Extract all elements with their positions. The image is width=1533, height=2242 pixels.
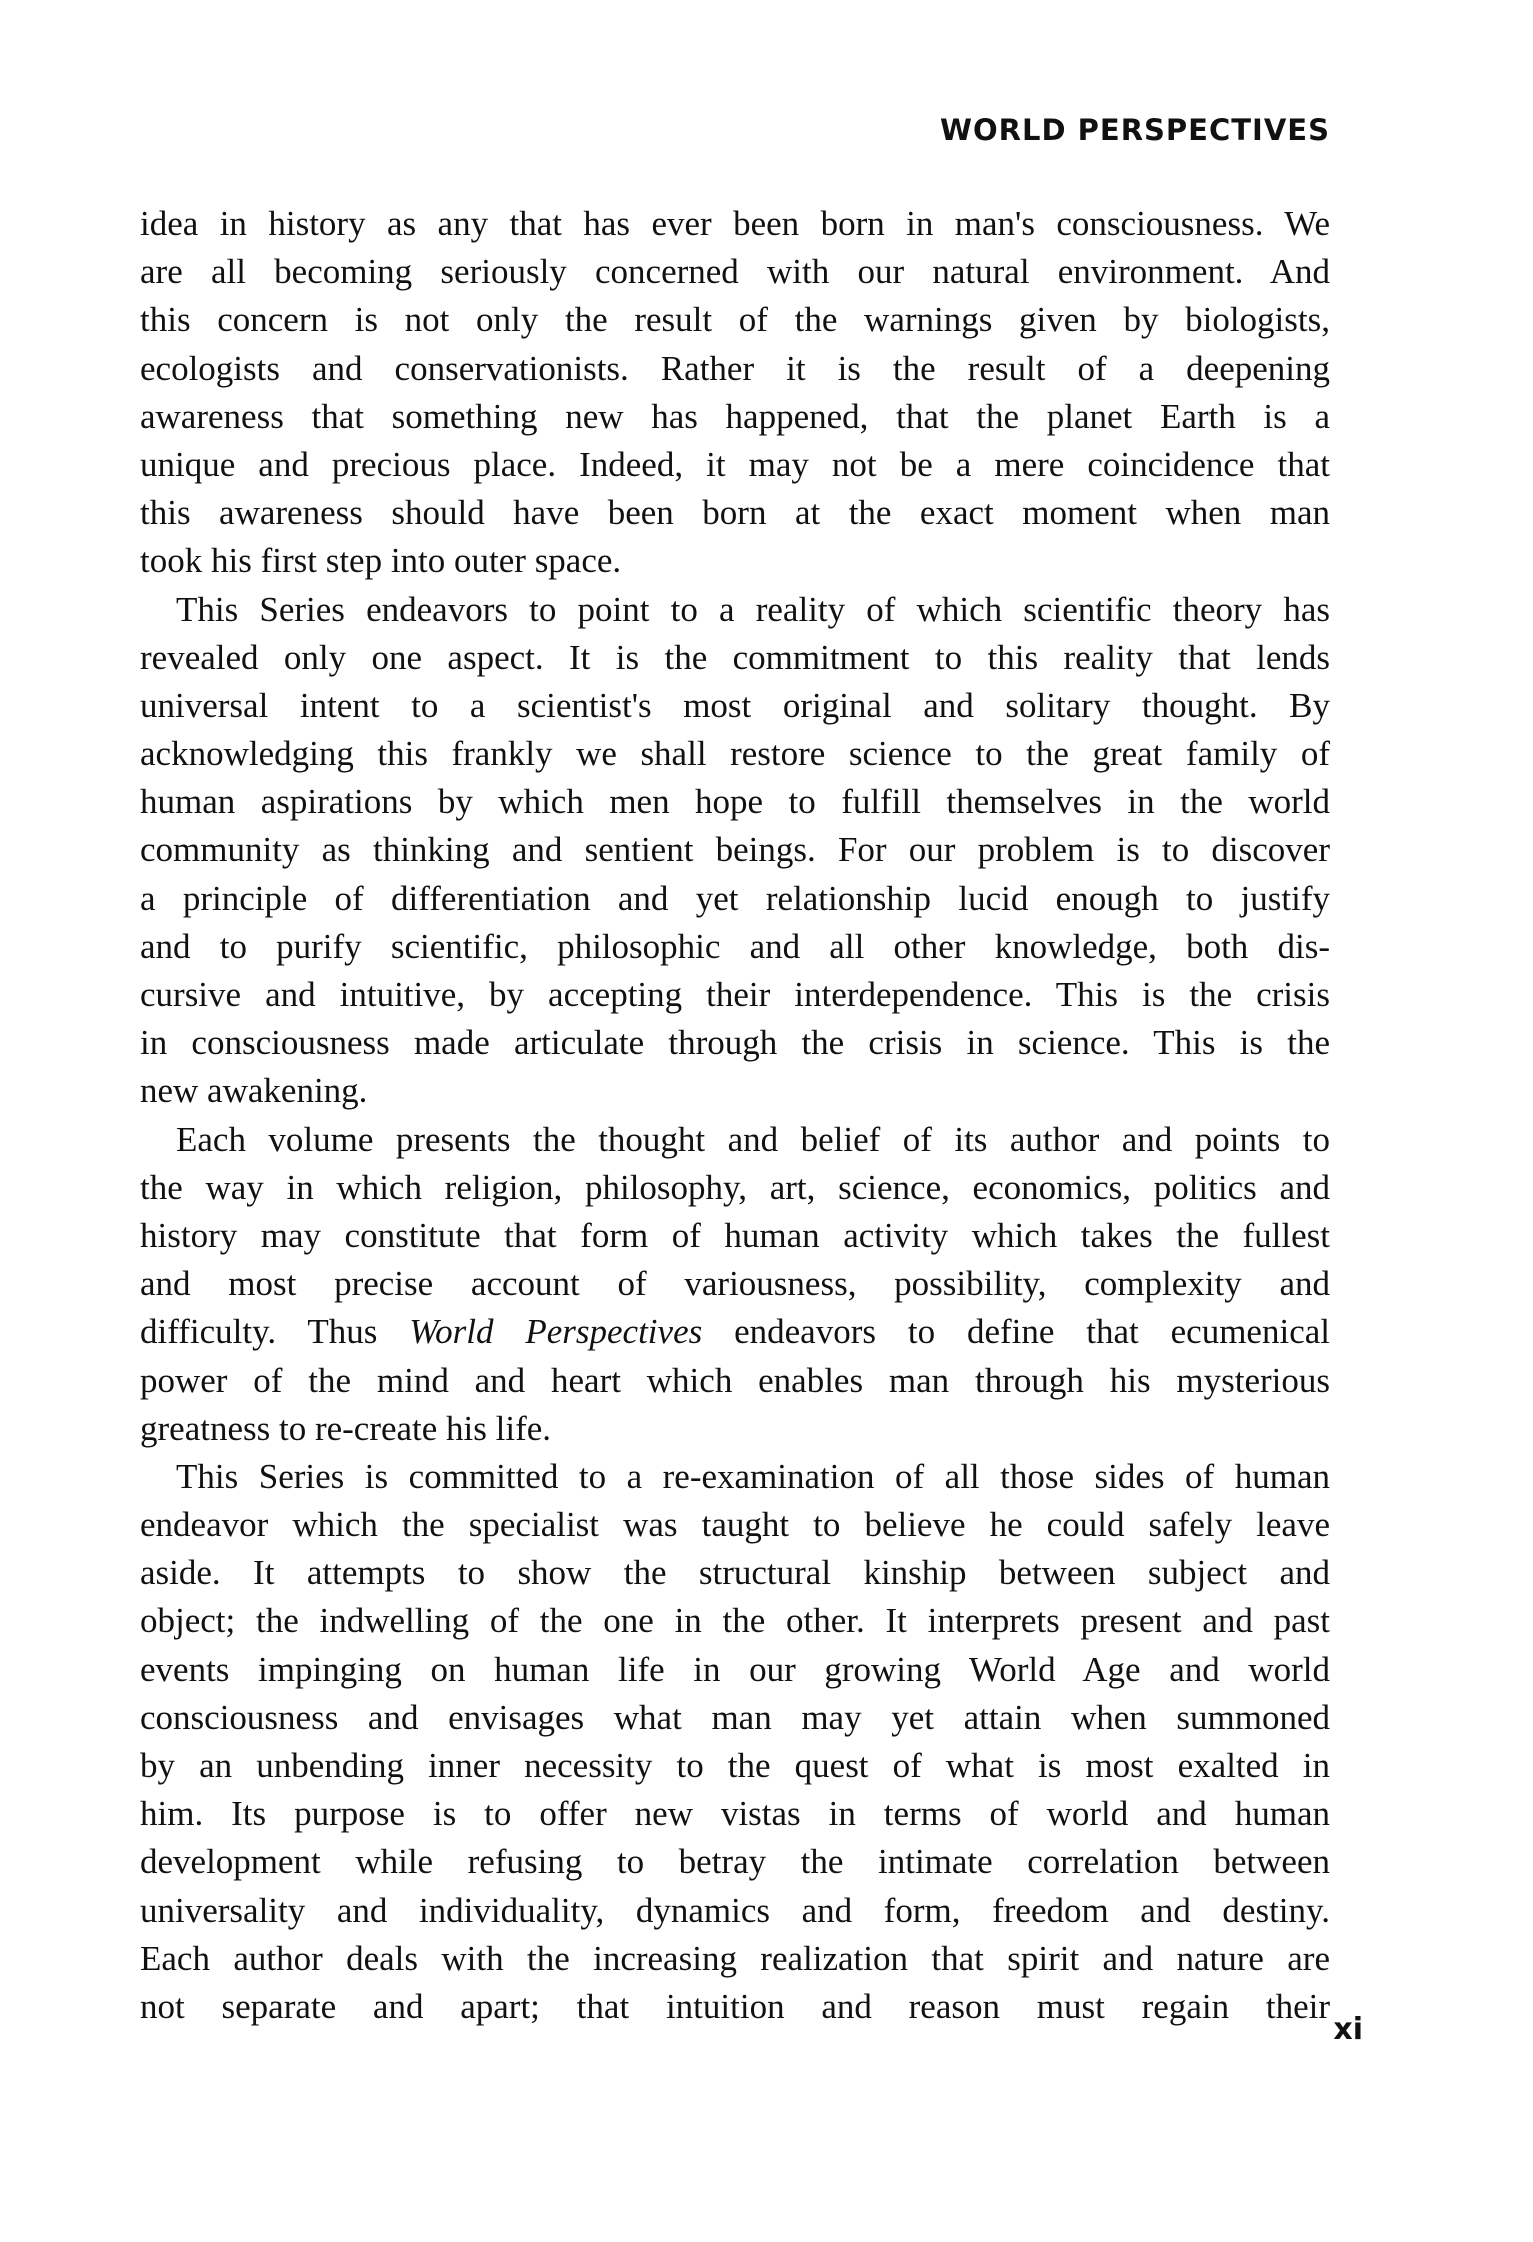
text-line: consciousness and envisages what man may yet attain when summoned — [140, 1697, 1330, 1737]
text-line: Each volume presents the thought and belief of its author and points to — [176, 1119, 1330, 1159]
text-line: This Series endeavors to point to a reality of which scientific theory has — [176, 589, 1330, 629]
text-line: greatness to re-create his life. — [140, 1408, 552, 1448]
text-line: power of the mind and heart which enables man through his mysterious — [140, 1360, 1330, 1400]
text-line: him. Its purpose is to offer new vistas in terms of world and human — [140, 1794, 1330, 1834]
running-head: WORLD PERSPECTIVES — [940, 113, 1330, 147]
text-line: new awakening. — [140, 1071, 368, 1111]
text-line: this concern is not only the result of the warnings given by biologists, — [140, 300, 1330, 340]
text-line: idea in history as any that has ever been born in man's consciousness. We — [140, 204, 1330, 243]
text-line: community as thinking and sentient beings. For our problem is to discover — [140, 830, 1330, 870]
text-line: cursive and intuitive, by accepting their interdependence. This is the crisis — [140, 975, 1330, 1014]
text-line: and most precise account of variousness, possibility, complexity and — [140, 1264, 1330, 1304]
text-line: Each author deals with the increasing realization that spirit and nature are — [140, 1938, 1330, 1978]
text-line: the way in which religion, philosophy, art, science, economics, politics and — [140, 1167, 1330, 1207]
text-line: in consciousness made articulate through the crisis in science. This is the — [140, 1023, 1330, 1063]
text-line: not separate and apart; that intuition and reason must regain their — [140, 1986, 1330, 2026]
text-line: this awareness should have been born at the exact moment when man — [140, 493, 1330, 533]
text-line: by an unbending inner necessity to the quest of what is most exalted in — [140, 1746, 1330, 1785]
text-line: are all becoming seriously concerned with our natural environment. And — [140, 252, 1330, 292]
series-title-italic: World Perspectives — [409, 1312, 703, 1352]
text-line: development while refusing to betray the intimate correlation between — [140, 1842, 1330, 1882]
text-line: and to purify scientific, philosophic and all other knowledge, both dis- — [140, 926, 1330, 966]
text-line: ecologists and conservationists. Rather it is the result of a deepening — [140, 348, 1330, 388]
paragraph-4 — [140, 1453, 1330, 2031]
text-line: aside. It attempts to show the structural kinship between subject and — [140, 1553, 1330, 1593]
text-line: awareness that something new has happened, that the planet Earth is a — [140, 396, 1330, 436]
text-line: universality and individuality, dynamics and form, freedom and destiny. — [140, 1890, 1330, 1930]
text-line: universal intent to a scientist's most original and solitary thought. By — [140, 685, 1330, 725]
paragraph-3 — [140, 1116, 1330, 1453]
text-segment: difficulty. Thus — [140, 1312, 410, 1352]
text-line: acknowledging this frankly we shall restore science to the great family of — [140, 734, 1330, 774]
paragraph-2 — [140, 586, 1330, 1116]
body-text — [140, 200, 1330, 2031]
text-line — [140, 1308, 1330, 1356]
text-segment: endeavors to define that ecumenical — [702, 1312, 1330, 1352]
page-number: xi — [1333, 2012, 1363, 2047]
text-line: object; the indwelling of the one in the other. It interprets present and past — [140, 1601, 1330, 1641]
text-line: human aspirations by which men hope to fulfill themselves in the world — [140, 782, 1330, 822]
text-line: endeavor which the specialist was taught to believe he could safely leave — [140, 1505, 1330, 1545]
text-line: unique and precious place. Indeed, it may not be a mere coincidence that — [140, 444, 1330, 484]
text-line: This Series is committed to a re-examination of all those sides of human — [176, 1456, 1330, 1496]
text-line: took his first step into outer space. — [140, 541, 622, 581]
text-line: a principle of differentiation and yet relationship lucid enough to justify — [140, 878, 1330, 918]
paragraph-1 — [140, 200, 1330, 586]
text-line: history may constitute that form of human activity which takes the fullest — [140, 1215, 1330, 1255]
text-line: events impinging on human life in our growing World Age and world — [140, 1649, 1330, 1689]
text-line: revealed only one aspect. It is the commitment to this reality that lends — [140, 637, 1330, 677]
